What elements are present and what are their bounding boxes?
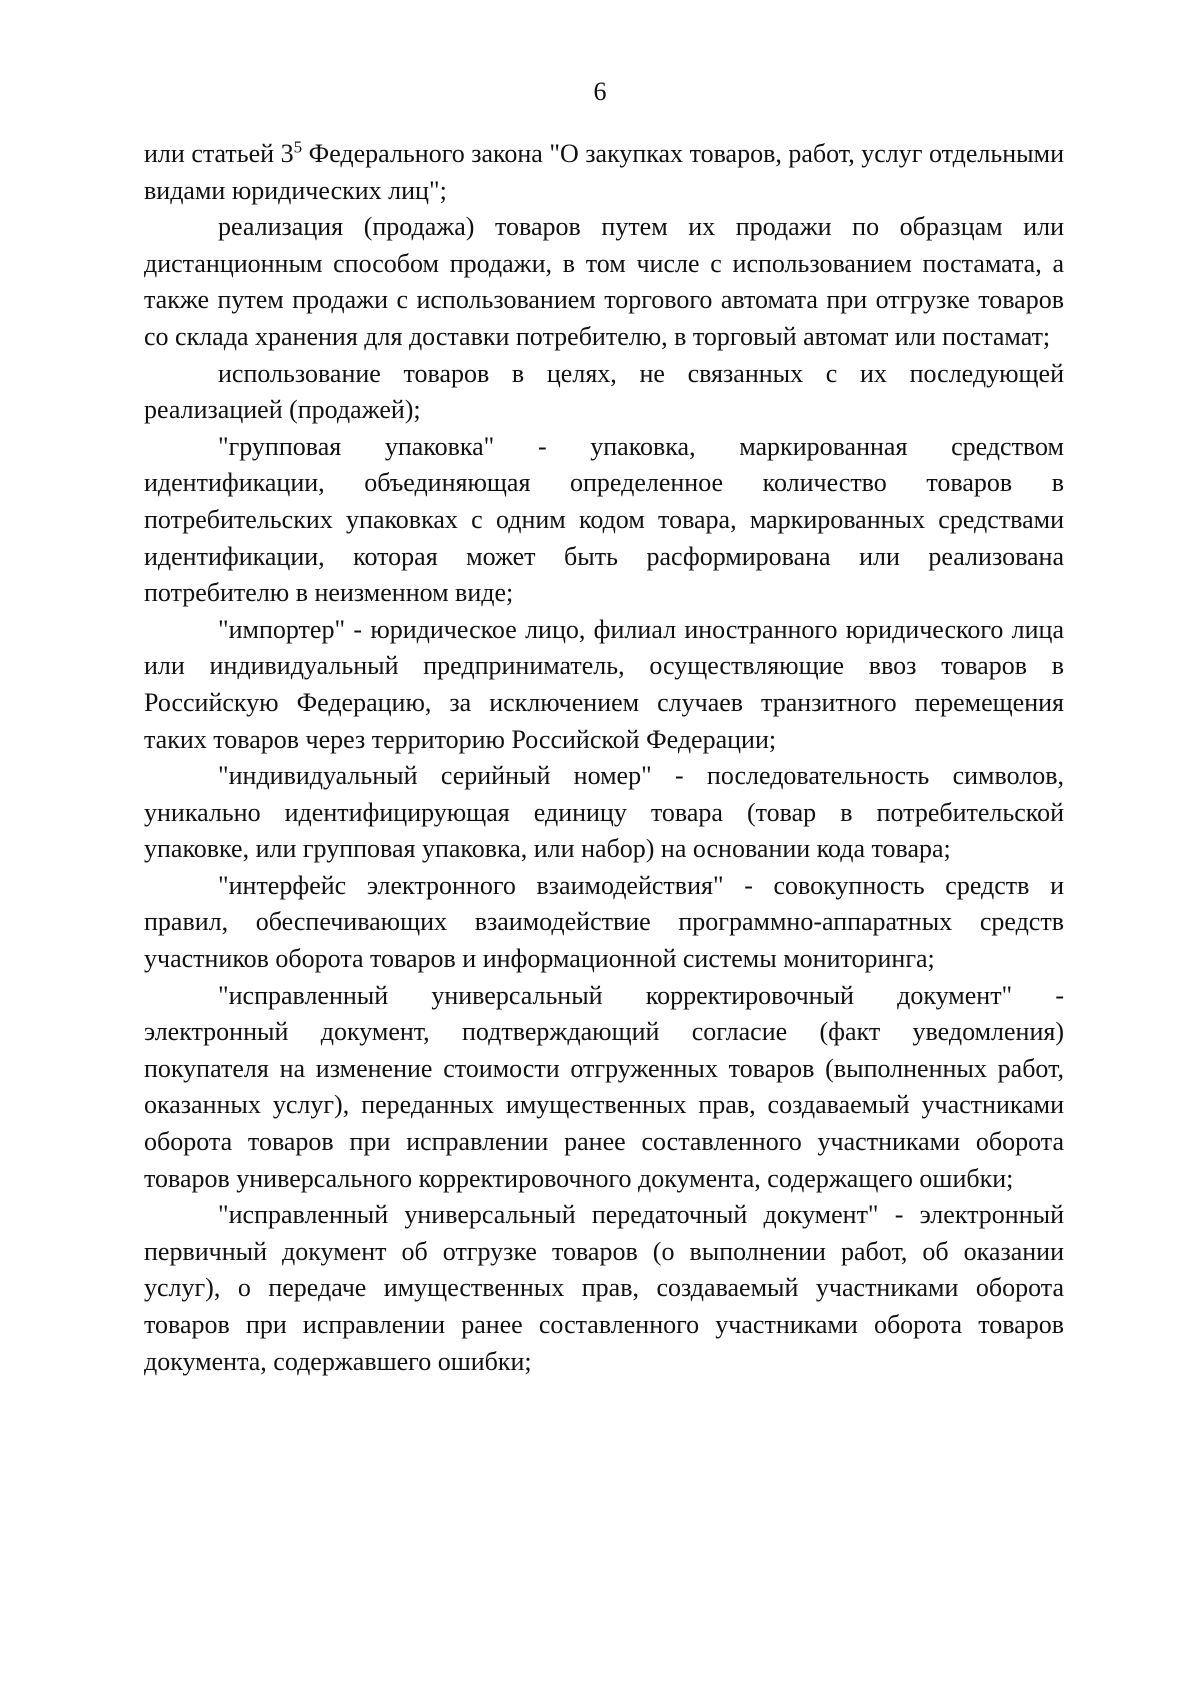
superscript-index: 5 bbox=[293, 137, 303, 157]
paragraph-text-before-sup: или статьей 3 bbox=[144, 139, 294, 168]
paragraph-sale-definition: реализация (продажа) товаров путем их продажи по образцам или дистанционным способом продажи, в том числе с использованием постамата, а также путем продажи с использованием торгового автомата при отгрузке товаров со склада хранения для доставки потребителю, в торговый автомат или постамат; bbox=[144, 212, 1064, 351]
paragraph-importer-definition: "импортер" - юридическое лицо, филиал иностранного юридического лица или индивидуальный предприниматель, осуществляющие ввоз товаров в Российскую Федерацию, за исключением случаев транзитного перемещения таких товаров через территорию Российской Федерации; bbox=[144, 614, 1064, 754]
paragraph-text-after-sup: Федерального закона "О закупках товаров, работ, услуг отдельными видами юридических лиц"; bbox=[144, 139, 1064, 205]
document-body bbox=[144, 136, 1064, 1380]
paragraph-corrected-adjustment-document-definition: "исправленный универсальный корректировочный документ" - электронный документ, подтверждающий согласие (факт уведомления) покупателя на изменение стоимости отгруженных товаров (выполненных работ, оказанных услуг), переданных имущественных прав, создаваемый участниками оборота товаров при исправлении ранее составленного участниками оборота товаров универсального корректировочного документа, содержащего ошибки; bbox=[144, 980, 1064, 1193]
paragraph-continuation bbox=[144, 136, 1064, 209]
paragraph-serial-number-definition: "индивидуальный серийный номер" - последовательность символов, уникально идентифицирующая единицу товара (товар в потребительской упаковке, или групповая упаковка, или набор) на основании кода товара; bbox=[144, 761, 1064, 864]
paragraph-corrected-transfer-document-definition: "исправленный универсальный передаточный документ" - электронный первичный документ об отгрузке товаров (о выполнении работ, об оказании услуг), о передаче имущественных прав, создаваемый участниками оборота товаров при исправлении ранее составленного участниками оборота товаров документа, содержавшего ошибки; bbox=[144, 1200, 1064, 1376]
page-number: 6 bbox=[593, 77, 607, 106]
paragraph-use-definition: использование товаров в целях, не связанных с их последующей реализацией (продажей); bbox=[144, 358, 1064, 425]
paragraph-group-package-definition: "групповая упаковка" - упаковка, маркированная средством идентификации, объединяющая определенное количество товаров в потребительских упаковках с одним кодом товара, маркированных средствами идентификации, которая может быть расформирована или реализована потребителю в неизменном виде; bbox=[144, 431, 1064, 608]
paragraph-interface-definition: "интерфейс электронного взаимодействия" - совокупность средств и правил, обеспечивающих взаимодействие программно-аппаратных средств участников оборота товаров и информационной системы мониторинга; bbox=[144, 870, 1064, 974]
